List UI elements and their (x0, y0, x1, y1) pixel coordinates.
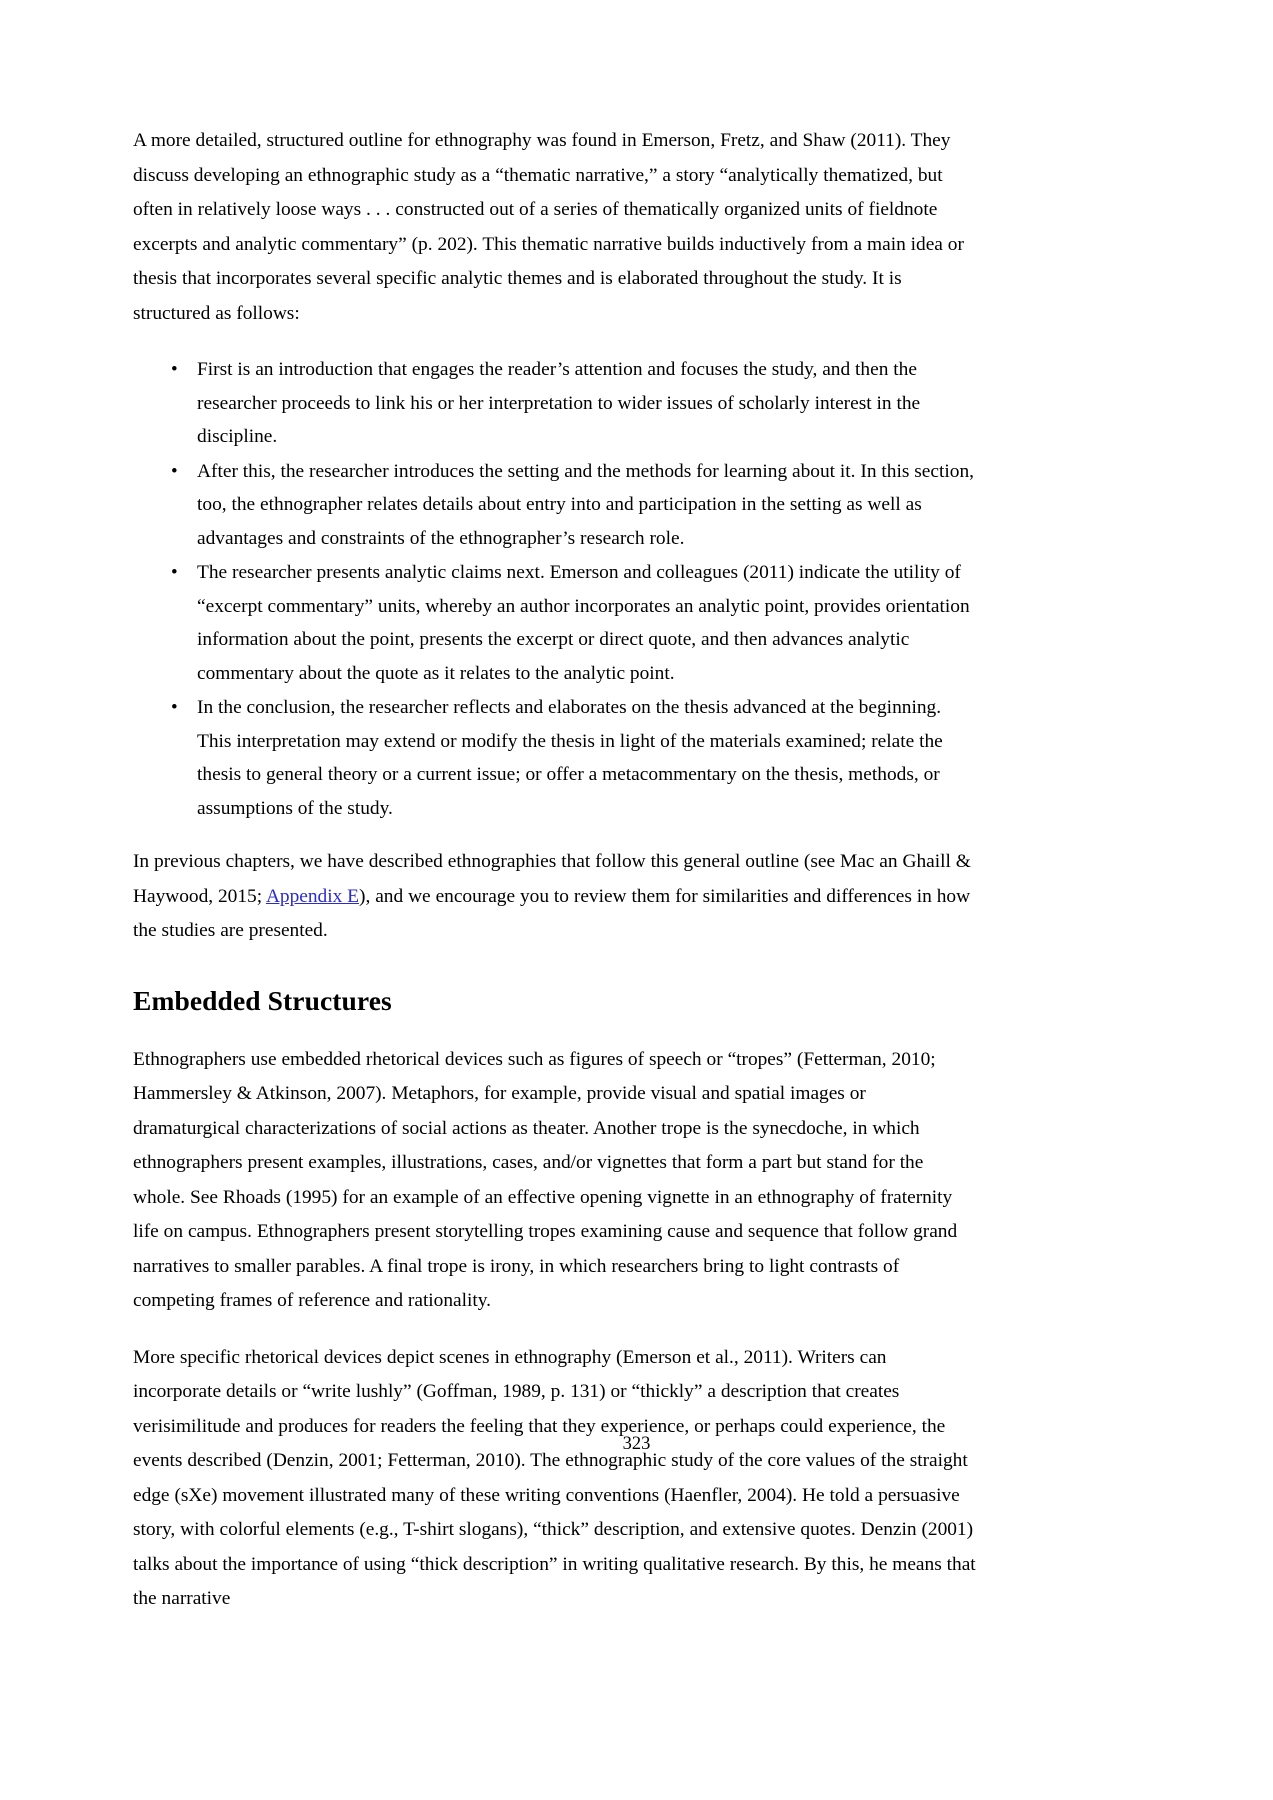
list-item (171, 691, 977, 825)
ethnography-outline-list (133, 353, 977, 825)
bullet-icon: • (171, 359, 178, 380)
list-item (171, 353, 977, 454)
paragraph-intro: A more detailed, structured outline for ethnography was found in Emerson, Fretz, and Shaw (2011). They discuss developing an ethnographic study as a “thematic narrative,” a story “analytically thematized, but often in relatively loose ways . . . constructed out of a series of thematically organized units of fieldnote excerpts and analytic commentary” (p. 202). This thematic narrative builds inductively from a main idea or thesis that incorporates several specific analytic themes and is elaborated throughout the study. It is structured as follows: (133, 130, 964, 324)
appendix-e-link[interactable]: Appendix E (265, 885, 360, 907)
paragraph-text-after-link: ), and we encourage you to review them for similarities and differences in how the studies are presented. (133, 885, 971, 941)
list-item (171, 556, 977, 690)
paragraph-embedded-structures-2: More specific rhetorical devices depict scenes in ethnography (Emerson et al., 2011). Writers can incorporate details or “write lushly” (Goffman, 1989, p. 131) or “thickly” a description that creates verisimilitude and produces for readers the feeling that they experience, or perhaps could experience, the events described (Denzin, 2001; Fetterman, 2010). The ethnographic study of the core values of the straight edge (sXe) movement illustrated many of these writing conventions (Haenfler, 2004). He told a persuasive story, with colorful elements (e.g., T-shirt slogans), “thick” description, and extensive quotes. Denzin (2001) talks about the importance of using “thick description” in writing qualitative research. By this, he means that the narrative (133, 1346, 976, 1609)
bullet-icon: • (171, 562, 178, 583)
list-item-text: After this, the researcher introduces the setting and the methods for learning about it. In this section, too, the ethnographer relates details about entry into and participation in the setting as well as advantages and constraints of the ethnographer’s research role. (197, 460, 975, 549)
bullet-icon: • (171, 697, 178, 718)
paragraph-text-before-link: In previous chapters, we have described ethnographies that follow this general outline (see Mac an Ghaill & Haywood, 2015; (133, 851, 971, 907)
page-number: 323 (622, 1434, 651, 1454)
list-item (171, 455, 977, 556)
paragraph-embedded-structures-1: Ethnographers use embedded rhetorical devices such as figures of speech or “tropes” (Fetterman, 2010; Hammersley & Atkinson, 2007). Metaphors, for example, provide visual and spatial images or dramaturgical characterizations of social actions as theater. Another trope is the synecdoche, in which ethnographers present examples, illustrations, cases, and/or vignettes that form a part but stand for the whole. See Rhoads (1995) for an example of an effective opening vignette in an ethnography of fraternity life on campus. Ethnographers present storytelling tropes examining cause and sequence that follow grand narratives to smaller parables. A final trope is irony, in which researchers bring to light contrasts of competing frames of reference and rationality. (133, 1048, 958, 1311)
list-item-text: In the conclusion, the researcher reflects and elaborates on the thesis advanced at the beginning. This interpretation may extend or modify the thesis in light of the materials examined; relate the thesis to general theory or a current issue; or offer a metacommentary on the thesis, methods, or assumptions of the study. (197, 697, 943, 819)
paragraph-previous-chapters (133, 845, 977, 949)
section-heading-embedded-structures: Embedded Structures (133, 984, 392, 1016)
page-content (133, 124, 977, 1639)
bullet-icon: • (171, 460, 178, 482)
list-item-text: First is an introduction that engages the reader’s attention and focuses the study, and then the researcher proceeds to link his or her interpretation to wider issues of scholarly interest in the discipline. (197, 359, 921, 447)
list-item-text: The researcher presents analytic claims next. Emerson and colleagues (2011) indicate the utility of “excerpt commentary” units, whereby an author incorporates an analytic point, provides orientation information about the point, presents the excerpt or direct quote, and then advances analytic commentary about the quote as it relates to the analytic point. (197, 562, 970, 684)
